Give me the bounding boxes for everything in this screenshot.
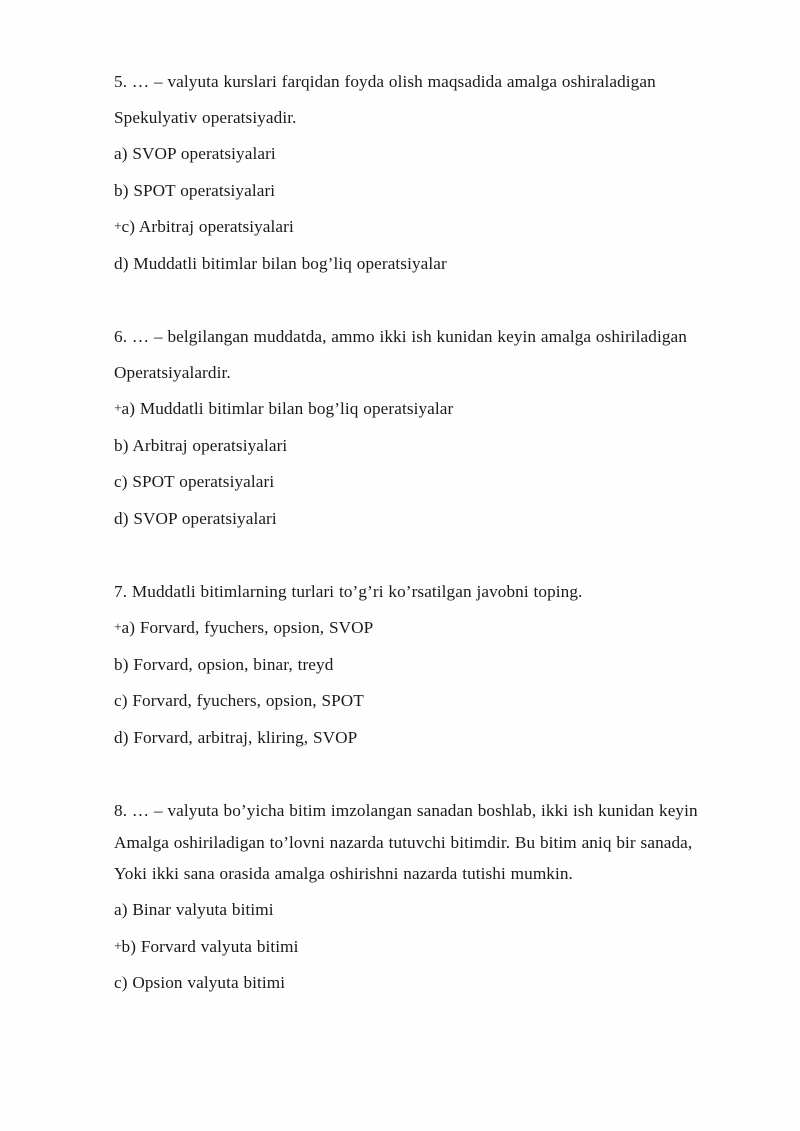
answer-text-5d: d) Muddatli bitimlar bilan bog’liq operatsiyalar xyxy=(114,253,447,273)
answer-text-7d: d) Forvard, arbitraj, kliring, SVOP xyxy=(114,727,358,747)
answer-option-6a[interactable] xyxy=(114,391,746,428)
answer-option-5a[interactable] xyxy=(114,136,746,173)
answer-option-6c[interactable] xyxy=(114,464,746,501)
answer-option-5b[interactable] xyxy=(114,173,746,210)
answer-list-7 xyxy=(114,610,746,756)
answer-option-8b[interactable] xyxy=(114,929,746,966)
answer-option-7a[interactable] xyxy=(114,610,746,647)
answer-text-5c: c) Arbitraj operatsiyalari xyxy=(121,217,294,236)
answer-text-7c: c) Forvard, fyuchers, opsion, SPOT xyxy=(114,691,364,710)
question-block-5 xyxy=(114,64,746,282)
question-stem-7: 7. Muddatli bitimlarning turlari to’g’ri ko’rsatilgan javobni toping. xyxy=(114,582,583,601)
question-stem-6-line-1: 6. … – belgilangan muddatda, ammo ikki ish kunidan keyin amalga oshiriladigan xyxy=(114,327,687,346)
question-stem-8-line-2: Amalga oshiriladigan to’lovni nazarda tutuvchi bitimdir. Bu bitim aniq bir sanada, xyxy=(114,833,693,852)
question-stem-5-line-2: Spekulyativ operatsiyadir. xyxy=(114,108,297,127)
question-stem-5 xyxy=(114,64,746,136)
question-stem-6 xyxy=(114,319,746,391)
answer-text-7a: a) Forvard, fyuchers, opsion, SVOP xyxy=(121,618,374,637)
answer-option-6d[interactable] xyxy=(114,501,746,538)
question-block-8 xyxy=(114,793,746,1002)
answer-text-8b: b) Forvard valyuta bitimi xyxy=(121,936,299,956)
answer-text-6d: d) SVOP operatsiyalari xyxy=(114,508,277,528)
answer-option-5d[interactable] xyxy=(114,246,746,283)
answer-option-7c[interactable] xyxy=(114,683,746,720)
answer-text-5b: b) SPOT operatsiyalari xyxy=(114,180,276,200)
answer-text-8c: c) Opsion valyuta bitimi xyxy=(114,973,286,992)
question-stem-6-line-2: Operatsiyalardir. xyxy=(114,363,231,382)
correct-marker-8b: + xyxy=(114,939,122,954)
answer-text-7b: b) Forvard, opsion, binar, treyd xyxy=(114,654,334,674)
question-block-7 xyxy=(114,574,746,756)
question-stem-8-line-1: 8. … – valyuta bo’yicha bitim imzolangan sanadan boshlab, ikki ish kunidan keyin xyxy=(114,801,698,820)
correct-marker-6a: + xyxy=(114,401,122,417)
answer-list-8 xyxy=(114,892,746,1002)
answer-text-8a: a) Binar valyuta bitimi xyxy=(114,900,274,919)
answer-text-6a: a) Muddatli bitimlar bilan bog’liq operatsiyalar xyxy=(121,399,454,418)
answer-text-6c: c) SPOT operatsiyalari xyxy=(114,472,275,491)
answer-list-5 xyxy=(114,136,746,282)
answer-list-6 xyxy=(114,391,746,537)
correct-marker-7a: + xyxy=(114,620,122,636)
answer-option-6b[interactable] xyxy=(114,428,746,465)
question-stem-8-line-3: Yoki ikki sana orasida amalga oshirishni nazarda tutishi mumkin. xyxy=(114,864,573,883)
document-body xyxy=(114,64,746,1002)
question-block-6 xyxy=(114,319,746,537)
answer-text-5a: a) SVOP operatsiyalari xyxy=(114,144,276,163)
answer-text-6b: b) Arbitraj operatsiyalari xyxy=(114,435,288,455)
correct-marker-5c: + xyxy=(114,219,122,235)
answer-option-5c[interactable] xyxy=(114,209,746,246)
answer-option-7b[interactable] xyxy=(114,647,746,684)
answer-option-7d[interactable] xyxy=(114,720,746,757)
question-stem-8 xyxy=(114,793,746,856)
question-stem-5-line-1: 5. … – valyuta kurslari farqidan foyda olish maqsadida amalga oshiraladigan xyxy=(114,72,656,91)
answer-option-8a[interactable] xyxy=(114,892,746,929)
answer-option-8c[interactable] xyxy=(114,965,746,1002)
